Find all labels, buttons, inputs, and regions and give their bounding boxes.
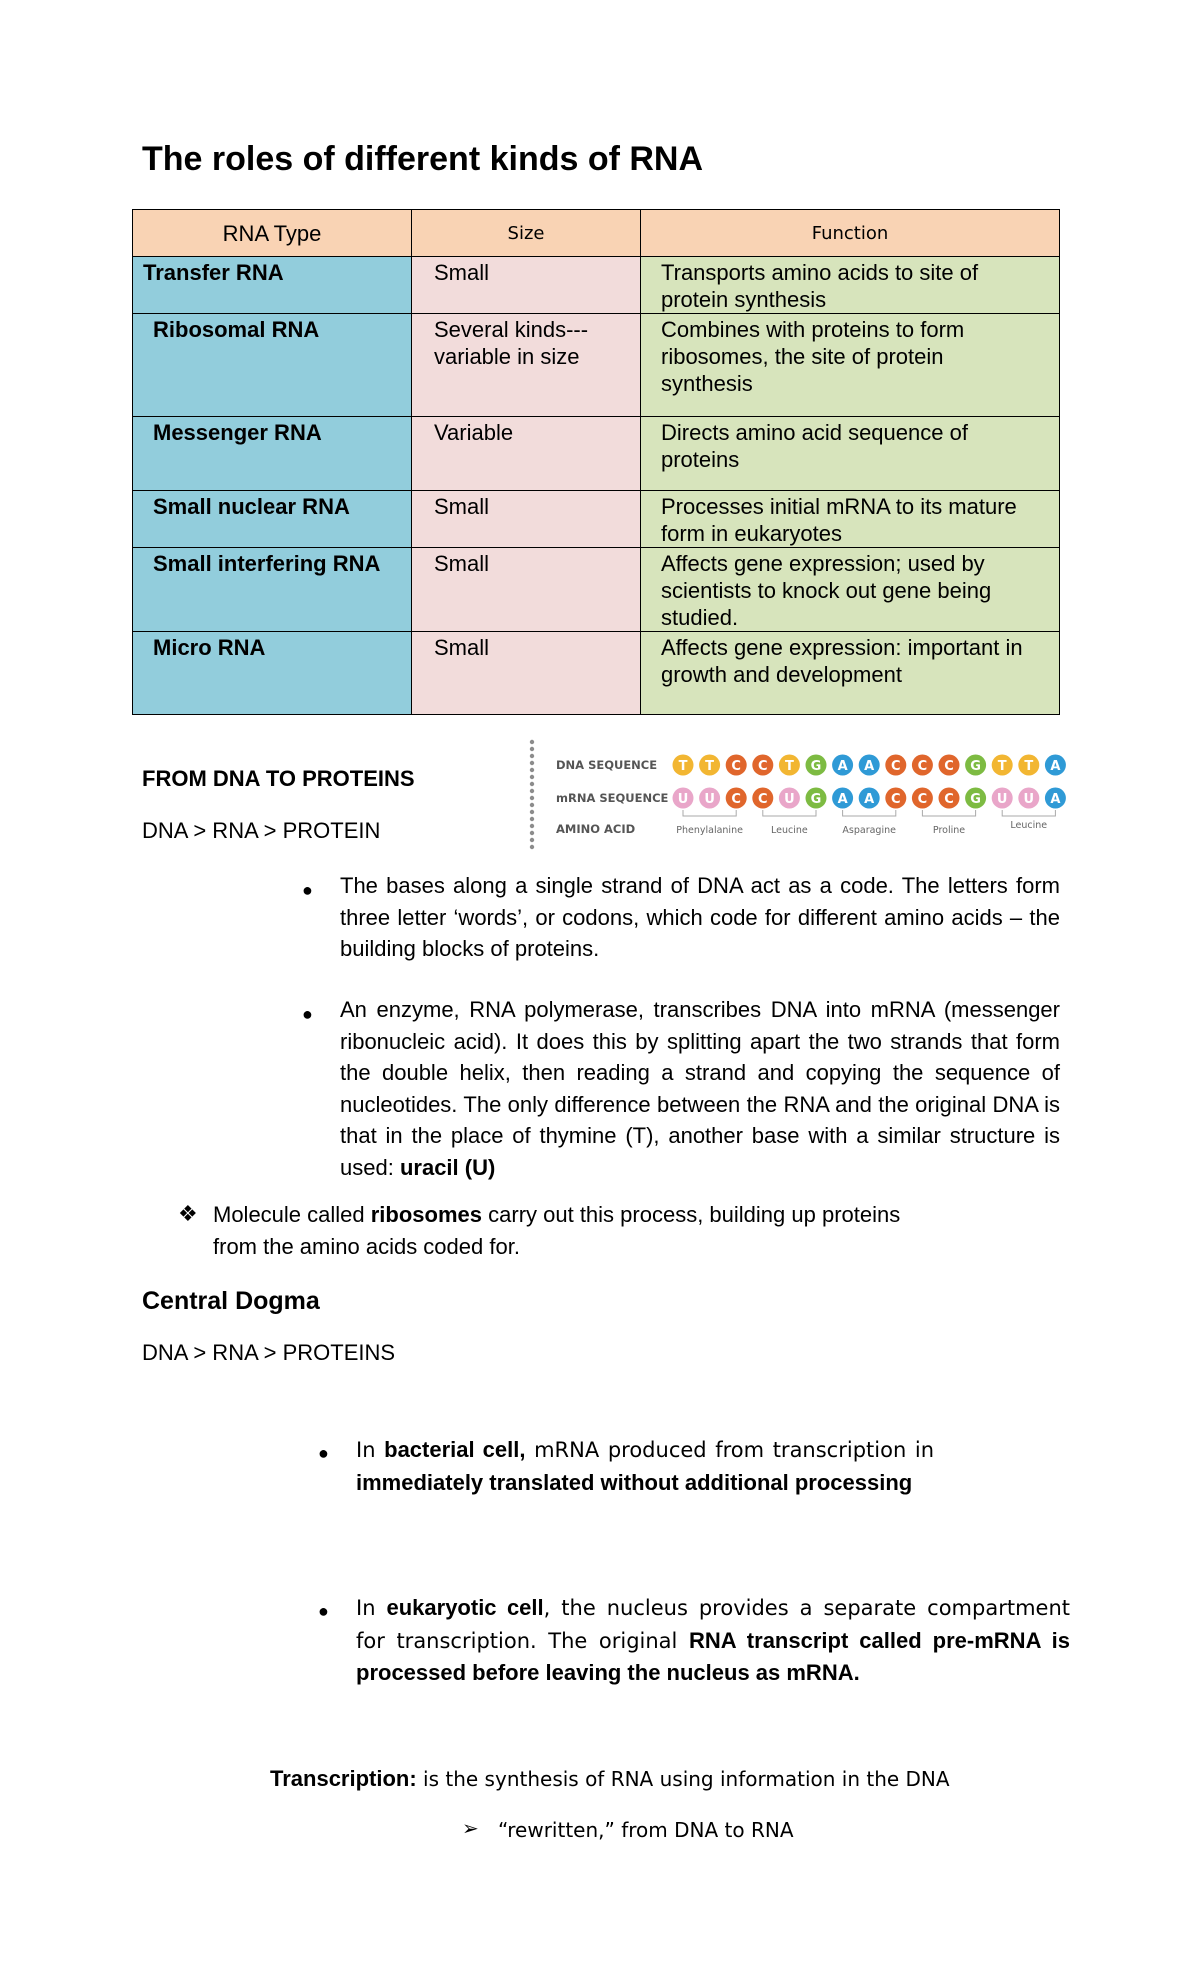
header-size: Size — [412, 210, 641, 257]
ribosome-note — [213, 1199, 913, 1262]
eukaryotic-cell-note — [356, 1592, 1070, 1689]
dna-base-letter: T — [784, 759, 794, 774]
dna-base-letter: C — [731, 759, 741, 774]
dna-sequence-figure — [528, 738, 1068, 856]
amino-acid-name: Leucine — [771, 825, 808, 836]
divider-dot — [530, 803, 534, 807]
table-row — [133, 257, 1060, 314]
bullet-codons: The bases along a single strand of DNA act as a code. The letters form three letter ‘words’, or codons, which code for different amino acids – the building blocks of proteins. — [340, 873, 1060, 961]
bullet-icon: ● — [302, 1004, 313, 1024]
eukaryotic-bold-text: RNA transcript called pre-mRNA is processed before leaving the nucleus as mRNA. — [356, 1627, 1070, 1685]
divider-dot — [530, 810, 534, 814]
mrna-base-letter: U — [1023, 792, 1035, 807]
dna-to-proteins-heading: FROM DNA TO PROTEINS — [142, 766, 415, 791]
divider-dot — [530, 747, 534, 751]
codon-bracket — [1002, 810, 1055, 816]
divider-dot — [530, 796, 534, 800]
amino-acid-label: AMINO ACID — [556, 822, 636, 836]
cell-size: Small — [412, 491, 641, 548]
dna-sequence-label: DNA SEQUENCE — [556, 758, 658, 772]
mrna-base-letter: A — [837, 792, 848, 807]
mrna-base-letter: U — [704, 792, 715, 807]
bullet-icon: ● — [302, 880, 313, 900]
divider-dot — [530, 782, 534, 786]
dna-base-letter: A — [837, 759, 848, 774]
bacterial-bold-text: immediately translated without additional processing — [356, 1469, 913, 1495]
bullet-icon: ● — [318, 1443, 329, 1463]
table-row — [133, 417, 1060, 491]
amino-acid-labels — [676, 820, 1047, 836]
dna-base-letter: G — [970, 759, 981, 774]
amino-acid-name: Leucine — [1010, 820, 1048, 831]
dna-base-letter: T — [1024, 759, 1034, 774]
cell-function: Directs amino acid sequence of proteins — [641, 417, 1060, 491]
cell-function: Affects gene expression; used by scientists to knock out gene being studied. — [641, 548, 1060, 632]
table-row — [133, 491, 1060, 548]
ribosome-note-pre: Molecule called — [213, 1202, 371, 1227]
divider-dot — [530, 775, 534, 779]
codon-brackets — [683, 810, 1055, 816]
dna-base-letter: T — [705, 759, 715, 774]
page-title: The roles of different kinds of RNA — [142, 140, 704, 178]
dna-base-letter: C — [944, 759, 954, 774]
cell-type: Small interfering RNA — [133, 548, 412, 632]
codon-bracket — [763, 810, 816, 816]
cell-function: Affects gene expression: important in growth and development — [641, 632, 1060, 715]
amino-acid-name: Phenylalanine — [676, 825, 743, 836]
mrna-base-letter: G — [810, 792, 822, 807]
bacterial-pre: In — [356, 1438, 385, 1462]
divider-dot — [530, 754, 534, 758]
divider-dot — [530, 838, 534, 842]
cell-function: Processes initial mRNA to its mature form in eukaryotes — [641, 491, 1060, 548]
central-dogma-flow: DNA > RNA > PROTEINS — [142, 1340, 396, 1365]
mrna-base-letter: C — [758, 792, 768, 807]
mrna-base-letter: C — [731, 792, 741, 807]
dna-base-letter: T — [997, 759, 1007, 774]
cell-size: Variable — [412, 417, 641, 491]
dna-base-letter: A — [864, 759, 875, 774]
bacterial-cell-note — [356, 1434, 934, 1498]
bullet-rna-polymerase-text: An enzyme, RNA polymerase, transcribes DNA into mRNA (messenger ribonucleic acid). It does this by splitting apart the two strands that form the double helix, then reading a strand and copying the sequence of nucleotides. The only difference between the RNA and the original DNA is that in the place of thymine (T), another base with a similar structure is used: — [340, 997, 1060, 1180]
cell-size: Small — [412, 632, 641, 715]
arrow-bullet-icon: ➢ — [462, 1818, 479, 1840]
cell-type: Messenger RNA — [133, 417, 412, 491]
mrna-base-letter: G — [970, 792, 981, 807]
table-row — [133, 548, 1060, 632]
mrna-base-letter: A — [864, 792, 875, 807]
mrna-base-letter: C — [891, 792, 901, 807]
codon-bracket — [683, 810, 736, 816]
amino-acid-name: Asparagine — [842, 825, 896, 836]
cell-function: Combines with proteins to form ribosomes, the site of protein synthesis — [641, 314, 1060, 417]
table-header-row — [133, 210, 1060, 257]
table-row — [133, 314, 1060, 417]
divider-dot — [530, 761, 534, 765]
table-row — [133, 632, 1060, 715]
cell-type: Micro RNA — [133, 632, 412, 715]
bacterial-cell-term: bacterial cell, — [384, 1437, 526, 1462]
mrna-base-letter: U — [996, 792, 1008, 807]
dna-base-letter: C — [917, 759, 928, 774]
bacterial-mid: mRNA produced from transcription in — [525, 1438, 935, 1462]
uracil-term: uracil (U) — [399, 1154, 496, 1180]
transcription-text: is the synthesis of RNA using information in the DNA — [416, 1767, 950, 1791]
cell-size: Small — [412, 548, 641, 632]
eukaryotic-pre: In — [356, 1596, 387, 1620]
cell-type: Transfer RNA — [133, 257, 412, 314]
mrna-base-letter: C — [917, 792, 928, 807]
dna-bases — [673, 755, 1066, 776]
bullet-icon: ● — [318, 1601, 329, 1621]
mrna-base-letter: U — [784, 792, 795, 807]
codon-bracket — [843, 810, 896, 816]
dna-base-letter: C — [758, 759, 768, 774]
mrna-base-letter: U — [677, 792, 689, 807]
mrna-base-letter: A — [1050, 792, 1061, 807]
cell-type: Small nuclear RNA — [133, 491, 412, 548]
mrna-sequence-label: mRNA SEQUENCE — [556, 791, 669, 805]
amino-acid-name: Proline — [932, 825, 966, 836]
eukaryotic-mid: , the nucleus provides a separate compartment for transcription. The original — [356, 1596, 1070, 1653]
cell-type: Ribosomal RNA — [133, 314, 412, 417]
cell-size: Several kinds--- variable in size — [412, 314, 641, 417]
dna-base-letter: T — [678, 759, 688, 774]
diamond-bullet-icon: ❖ — [178, 1201, 198, 1226]
cell-size: Small — [412, 257, 641, 314]
rna-types-table — [132, 209, 1060, 715]
divider-dot — [530, 824, 534, 828]
transcription-term: Transcription: — [270, 1766, 417, 1791]
divider-dot — [530, 817, 534, 821]
central-dogma-heading: Central Dogma — [142, 1287, 320, 1315]
codon-bracket — [922, 810, 975, 816]
dotted-divider — [530, 740, 534, 849]
transcription-definition — [270, 1766, 950, 1792]
divider-dot — [530, 831, 534, 835]
header-function: Function — [641, 210, 1060, 257]
cell-function: Transports amino acids to site of protein synthesis — [641, 257, 1060, 314]
divider-dot — [530, 789, 534, 793]
eukaryotic-cell-term: eukaryotic cell — [386, 1595, 544, 1620]
ribosome-note-post: carry out this process, building up proteins from the amino acids coded for. — [213, 1202, 901, 1259]
transcription-sub: “rewritten,” from DNA to RNA — [498, 1818, 794, 1842]
dna-base-letter: G — [810, 759, 822, 774]
bullet-rna-polymerase — [340, 994, 1060, 1183]
divider-dot — [530, 768, 534, 772]
mrna-base-letter: C — [944, 792, 954, 807]
header-rna-type: RNA Type — [133, 210, 412, 257]
divider-dot — [530, 845, 534, 849]
mrna-bases — [673, 788, 1066, 809]
divider-dot — [530, 740, 534, 744]
dna-base-letter: A — [1050, 759, 1061, 774]
dna-base-letter: C — [891, 759, 901, 774]
dna-to-proteins-flow: DNA > RNA > PROTEIN — [142, 818, 381, 843]
ribosomes-term: ribosomes — [370, 1202, 483, 1227]
